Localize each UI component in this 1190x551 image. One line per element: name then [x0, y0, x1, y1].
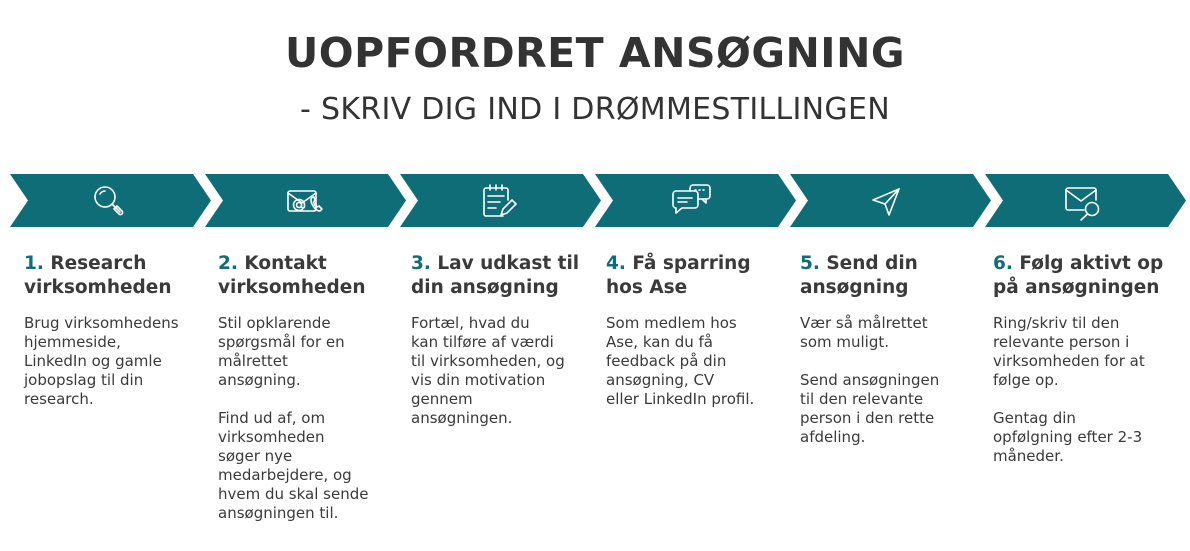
step-number: 5.	[800, 253, 820, 274]
chat-bubbles-icon	[670, 180, 714, 224]
step-number: 2.	[218, 253, 238, 274]
step-description: Som medlem hos Ase, kan du få feedback på din ansøgning, CV eller LinkedIn profil.	[606, 314, 755, 408]
step-number: 3.	[411, 253, 431, 274]
step-description: Vær så målrettet som muligt.	[800, 314, 928, 351]
step-5	[800, 252, 972, 466]
step-heading	[606, 252, 778, 300]
step-4	[606, 252, 778, 428]
step-2	[218, 252, 390, 542]
step-title: Få sparring hos Ase	[606, 253, 751, 298]
step-description: Brug virksomhedens hjemmeside, LinkedIn og gamle jobopslag til din research.	[24, 314, 179, 408]
page-title: UOPFORDRET ANSØGNING	[284, 29, 906, 77]
step-description: Fortæl, hvad du kan tilføre af værdi til virksomheden, og vis din motivation gennem ansøgningen.	[411, 314, 565, 427]
step-1	[24, 252, 196, 428]
step-description: Gentag din opfølgning efter 2-3 måneder.	[993, 409, 1143, 465]
step-title: Send din ansøgning	[800, 253, 918, 298]
step-title: Kontakt virksomheden	[218, 253, 366, 298]
step-heading	[24, 252, 196, 300]
step-3	[411, 252, 583, 447]
step-number: 6.	[993, 253, 1013, 274]
step-heading	[993, 252, 1165, 300]
step-title: Følg aktivt op på ansøgningen	[993, 253, 1164, 298]
step-heading	[800, 252, 972, 300]
step-description: Ring/skriv til den relevante person i virksomheden for at følge op.	[993, 314, 1145, 389]
step-description: Find ud af, om virksomheden søger nye medarbejdere, og hvem du skal sende ansøgningen til.	[218, 409, 369, 522]
search-icon	[87, 180, 131, 224]
step-heading	[411, 252, 583, 300]
mail-phone-icon	[284, 180, 328, 224]
step-description: Stil opklarende spørgsmål for en målrettet ansøgning.	[218, 314, 345, 389]
send-icon	[865, 180, 909, 224]
step-number: 1.	[24, 253, 44, 274]
step-number: 4.	[606, 253, 626, 274]
step-title: Research virksomheden	[24, 253, 172, 298]
page-subtitle: - SKRIV DIG IND I DRØMMESTILLINGEN	[300, 92, 890, 127]
notepad-pen-icon	[477, 180, 521, 224]
step-6	[993, 252, 1165, 485]
step-title: Lav udkast til din ansøgning	[411, 253, 580, 298]
mail-search-icon	[1062, 180, 1106, 224]
step-heading	[218, 252, 390, 300]
step-description: Send ansøgningen til den relevante person i den rette afdeling.	[800, 371, 940, 446]
